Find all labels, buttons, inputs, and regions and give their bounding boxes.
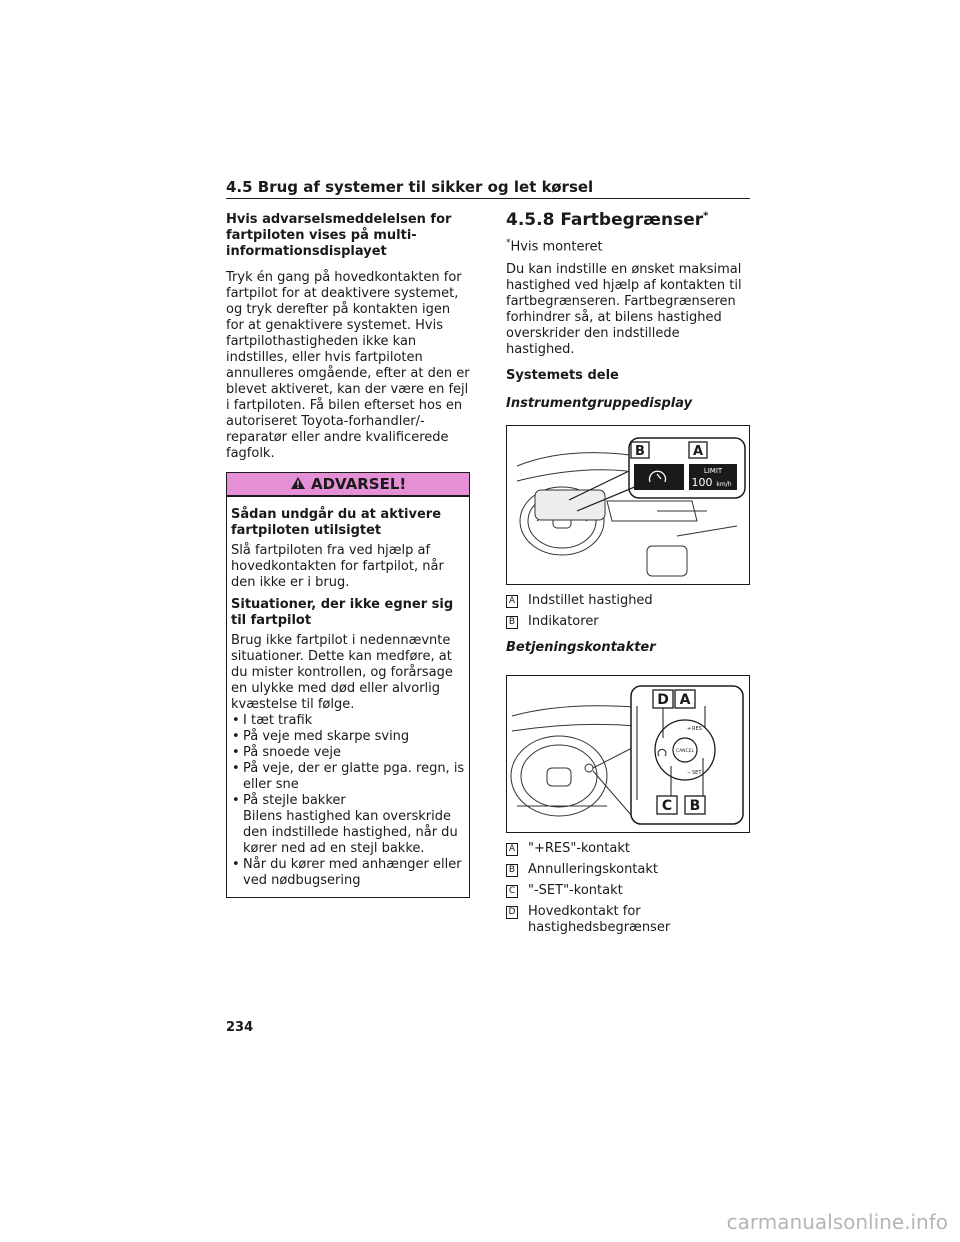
label-a: A	[692, 444, 704, 460]
advarsel-heading: Hvis advarselsmeddelelsen for fartpiloten vises på multi-informationsdisplayet	[226, 212, 452, 259]
header-divider	[226, 198, 750, 199]
watermark: carmanualsonline.info	[726, 1210, 948, 1234]
parts-heading: Systemets dele	[506, 368, 619, 384]
list-item: • På veje med skarpe sving	[231, 729, 465, 745]
warning-heading-2: Situationer, der ikke egner sig til fartpilot	[231, 597, 454, 628]
warning-title-bar	[227, 473, 469, 497]
right-column	[506, 210, 750, 941]
list-item: • På stejle bakker	[231, 793, 465, 809]
label-d: D	[657, 692, 669, 709]
list-item: B Annulleringskontakt	[506, 862, 750, 878]
page-number: 234	[226, 1020, 254, 1035]
steering-switch-figure	[506, 675, 750, 833]
instrument-cluster-figure	[506, 425, 750, 585]
list-item: C "-SET"-kontakt	[506, 883, 750, 899]
intro-paragraph: Du kan indstille en ønsket maksimal hastighed ved hjælp af kontakten til fartbegrænseren. Fartbegrænseren forhindrer så, at bilens hastighed overskrider den indstillede hastighed.	[506, 262, 742, 358]
speed-value: 100	[691, 476, 713, 490]
page-header-title: 4.5 Brug af systemer til sikker og let kørsel	[226, 178, 594, 196]
set-label: SET	[692, 770, 702, 777]
legend-2	[506, 841, 750, 936]
list-item: • Når du kører med anhænger eller ved nødbugsering	[231, 857, 465, 889]
limit-text: LIMIT	[703, 467, 723, 476]
footnote: *Hvis monteret	[506, 238, 603, 255]
display-heading: Instrumentgruppedisplay	[506, 396, 693, 412]
list-item: D Hovedkontakt for hastighedsbegrænser	[506, 904, 750, 936]
warning-sub-note: Bilens hastighed kan overskride den indstillede hastighed, når du kører ned ad en stejl bakke.	[243, 809, 458, 856]
speed-unit: km/h	[716, 481, 732, 489]
label-b: B	[689, 798, 701, 815]
list-item: • På veje, der er glatte pga. regn, is eller sne	[231, 761, 465, 793]
label-a: A	[679, 692, 691, 709]
cancel-label: CANCEL	[675, 749, 695, 755]
instrument-cluster-illustration	[507, 426, 749, 584]
warning-triangle-icon	[290, 475, 311, 493]
warning-body	[227, 497, 469, 897]
legend-1	[506, 593, 750, 630]
label-b: B	[635, 444, 645, 460]
label-c: C	[661, 798, 673, 815]
list-item: A "+RES"-kontakt	[506, 841, 750, 857]
warning-paragraph-1: Slå fartpiloten fra ved hjælp af hovedkontakten for fartpilot, når den ikke er i brug.	[231, 543, 444, 590]
section-title: 4.5.8 Fartbegrænser*	[506, 210, 709, 230]
list-item: • I tæt trafik	[231, 713, 465, 729]
steering-switch-illustration	[507, 676, 749, 832]
advarsel-paragraph: Tryk én gang på hovedkontakten for fartpilot for at deaktivere systemet, og tryk derefter på kontakten igen for at genaktivere systemet. Hvis fartpilothastigheden ikke kan indstilles, eller hvis fartpiloten annulleres omgående, efter at den er blevet aktiveret, kan der være en fejl i fartpiloten. Få bilen efterset hos en autoriseret Toyota-forhandler/-reparatør eller andre kvalificerede fagfolk.	[226, 270, 470, 461]
svg-text:+: +	[687, 726, 692, 733]
list-item: • På snoede veje	[231, 745, 465, 761]
list-item: B Indikatorer	[506, 614, 750, 630]
warning-heading-1: Sådan undgår du at aktivere fartpiloten utilsigtet	[231, 507, 442, 538]
controls-heading: Betjeningskontakter	[506, 640, 656, 656]
warning-box	[226, 472, 470, 898]
svg-text:−: −	[687, 770, 692, 777]
warning-paragraph-2: Brug ikke fartpilot i nedennævnte situationer. Dette kan medføre, at du mister kontrollen, og forårsage en ulykke med død eller alvorlig kvæstelse til følge.	[231, 633, 453, 712]
res-label: RES	[692, 726, 702, 733]
warning-bullet-list-2	[231, 857, 465, 889]
warning-bullet-list	[231, 713, 465, 809]
left-column	[226, 212, 470, 898]
list-item: A Indstillet hastighed	[506, 593, 750, 609]
warning-title: ADVARSEL!	[310, 475, 407, 493]
